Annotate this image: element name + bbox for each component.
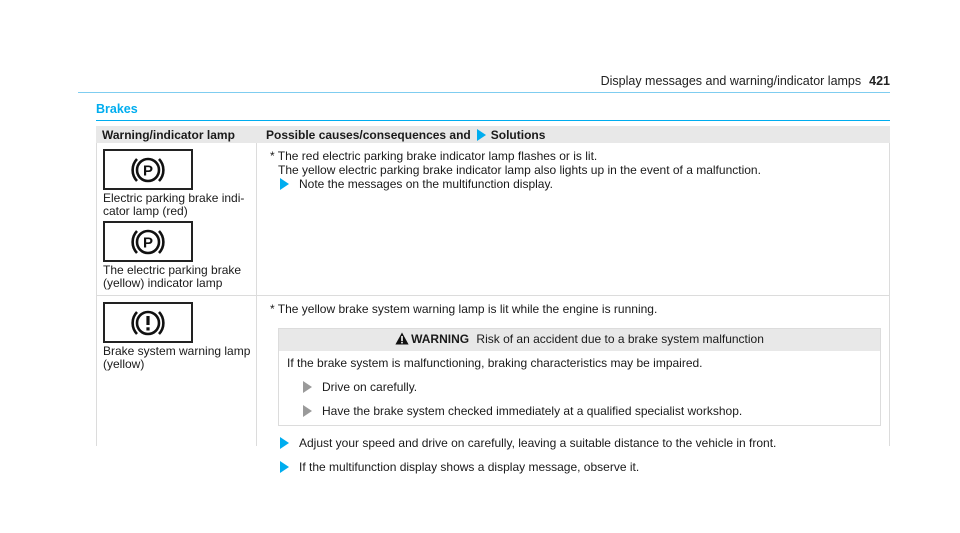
page-header xyxy=(601,74,890,88)
col2-header-causes: Possible causes/consequences and xyxy=(266,127,471,142)
brake-warning-icon xyxy=(103,302,193,343)
arrow-right-icon xyxy=(303,381,312,393)
warning-label: WARNING xyxy=(411,332,470,346)
parking-brake-icon xyxy=(103,221,193,262)
solution-step-text: If the multifunction display shows a display message, observe it. xyxy=(299,460,640,474)
arrow-right-icon xyxy=(280,178,289,190)
lamp1-label-line1: Electric parking brake indi- xyxy=(103,191,245,205)
warning-title: Risk of an accident due to a brake system malfunction xyxy=(476,332,764,346)
warning-step-text: Have the brake system checked immediately at a qualified specialist workshop. xyxy=(322,404,743,418)
lamp2-label-line1: The electric parking brake xyxy=(103,263,242,277)
header-divider xyxy=(78,92,890,93)
warning-triangle-icon xyxy=(395,332,409,348)
solution-step xyxy=(278,436,889,450)
warning-step xyxy=(301,380,872,394)
solution-step-text: Adjust your speed and drive on carefully, leaving a suitable distance to the vehicle in front. xyxy=(299,436,777,450)
col1-header: Warning/indicator lamp xyxy=(102,127,235,142)
warning-box xyxy=(278,328,881,426)
cause-text: * The yellow brake system warning lamp is lit while the engine is running. xyxy=(270,302,658,316)
detail-text: The yellow electric parking brake indicator lamp also lights up in the event of a malfunction. xyxy=(278,163,761,177)
lamp1-label-line2: cator lamp (red) xyxy=(103,204,188,218)
warning-header xyxy=(279,329,880,351)
col2-header-solutions: Solutions xyxy=(490,127,546,142)
arrow-right-icon xyxy=(280,461,289,473)
cause-text: * The red electric parking brake indicator lamp flashes or is lit. xyxy=(270,149,598,163)
solution-step-text: Note the messages on the multifunction display. xyxy=(299,177,553,191)
solution-step xyxy=(278,460,889,474)
lamp3-label-line2: (yellow) xyxy=(103,357,145,371)
lamp-cell xyxy=(97,296,257,446)
solution-step xyxy=(278,177,889,191)
lamp-table xyxy=(96,126,890,474)
lamp2-label xyxy=(103,264,256,290)
page-number: 421 xyxy=(869,74,890,88)
lamp-cell xyxy=(97,143,257,295)
warning-step-text: Drive on carefully. xyxy=(322,380,418,394)
warning-text: If the brake system is malfunctioning, braking characteristics may be impaired. xyxy=(287,356,703,370)
cause-cell xyxy=(257,143,889,295)
arrow-right-icon xyxy=(280,437,289,449)
col2-header xyxy=(256,128,890,142)
svg-text:P: P xyxy=(142,234,154,251)
arrow-right-icon xyxy=(303,405,312,417)
table-header xyxy=(96,126,890,143)
svg-text:P: P xyxy=(142,162,154,179)
lamp3-label xyxy=(103,345,256,371)
lamp2-label-line2: (yellow) indicator lamp xyxy=(103,276,223,290)
warning-body xyxy=(279,351,880,425)
arrow-right-icon xyxy=(477,129,486,141)
parking-brake-icon xyxy=(103,149,193,190)
table-row xyxy=(96,296,890,474)
section-divider xyxy=(96,120,890,121)
lamp1-label xyxy=(103,192,256,218)
warning-step xyxy=(301,404,872,418)
lamp3-label-line1: Brake system warning lamp xyxy=(103,344,251,358)
header-title: Display messages and warning/indicator lamps xyxy=(600,74,862,88)
table-row xyxy=(96,143,890,296)
section-title: Brakes xyxy=(96,102,138,116)
cause-cell xyxy=(257,296,889,474)
